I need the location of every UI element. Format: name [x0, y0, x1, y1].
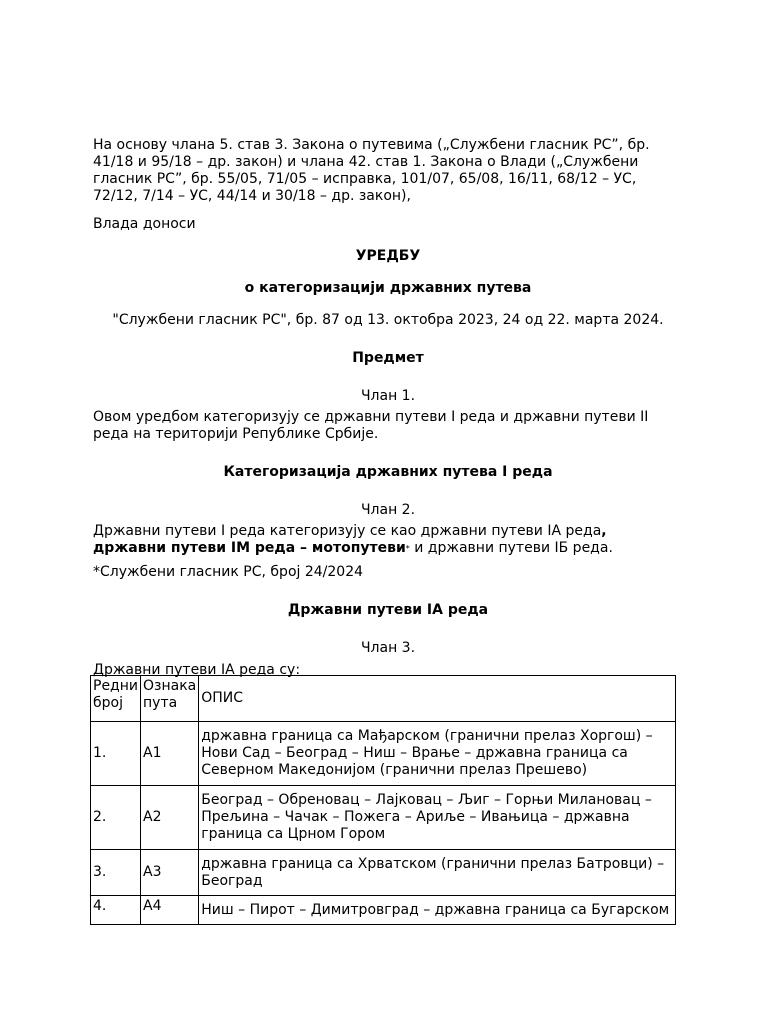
row-number: 4.: [91, 896, 141, 925]
intro-paragraph: На основу члана 5. став 3. Закона о путевима („Службени гласник РС”, бр. 41/18 и 95/18 – др. закон) и члана 42. став 1. Закона о Влади („Службени гласник РС”, бр. 55/05, 71/05 – исправка, 101/07, 65/08, 16/11, 68/12 – УС, 72/12, 7/14 – УС, 44/14 и 30/18 – др. закон),: [93, 137, 650, 204]
article-1-heading: Члан 1.: [360, 388, 416, 404]
row-code: А3: [141, 850, 199, 896]
header-code: Ознака пута: [141, 676, 199, 722]
row-description: државна граница са Мађарском (гранични прелаз Хоргош) – Нови Сад – Београд – Ниш – Врање – државна граница са Северном Македонијом (гранични прелаз Прешево): [199, 722, 676, 786]
section-categorization: Категоризација државних путева I реда: [223, 464, 553, 480]
article-2-text: [93, 523, 683, 557]
article-2-heading: Члан 2.: [360, 502, 416, 518]
row-code: А1: [141, 722, 199, 786]
gazette-reference: "Службени гласник РС", бр. 87 од 13. октобра 2023, 24 од 22. марта 2024.: [112, 312, 664, 328]
decree-title: УРЕДБУ: [355, 248, 421, 264]
table-row: [91, 850, 676, 896]
article-3-heading: Члан 3.: [360, 640, 416, 656]
article-2-footnote: *Службени гласник РС, број 24/2024: [93, 564, 364, 580]
section-ia: Државни путеви IА реда: [287, 602, 489, 618]
document-body: [93, 137, 683, 679]
table-header-row: [91, 676, 676, 722]
row-description: Београд – Обреновац – Лајковац – Љиг – Горњи Милановац – Прељина – Чачак – Пожега – Ариље – Ивањица – државна граница са Црном Гором: [199, 786, 676, 850]
article-2-text-part-b: и државни путеви IБ реда.: [409, 540, 613, 556]
row-code: А2: [141, 786, 199, 850]
row-description: Ниш – Пирот – Димитровград – државна граница са Бугарском: [199, 896, 676, 925]
article-1-text: Овом уредбом категоризују се државни путеви I реда и државни путеви II реда на територији Републике Србије.: [93, 409, 649, 442]
row-number: 2.: [91, 786, 141, 850]
table-row: [91, 722, 676, 786]
header-description: ОПИС: [199, 676, 676, 722]
article-2-star: *: [405, 544, 410, 553]
article-2-text-bold: , државни путеви IМ реда – мотопутеви: [93, 523, 607, 556]
table-row: [91, 786, 676, 850]
section-subject: Предмет: [352, 350, 424, 366]
article-3-text: Државни путеви IА реда су:: [93, 662, 301, 678]
article-2-text-part-a: Државни путеви I реда категоризују се као државни путеви IА реда: [93, 523, 602, 539]
government-issues: Влада доноси: [93, 216, 196, 232]
row-number: 3.: [91, 850, 141, 896]
decree-subtitle: о категоризацији државних путева: [244, 280, 532, 296]
roads-table: [90, 675, 676, 925]
table-row: [91, 896, 676, 925]
row-code: А4: [141, 896, 199, 925]
row-description: државна граница са Хрватском (гранични прелаз Батровци) – Београд: [199, 850, 676, 896]
header-number: Редни број: [91, 676, 141, 722]
row-number: 1.: [91, 722, 141, 786]
